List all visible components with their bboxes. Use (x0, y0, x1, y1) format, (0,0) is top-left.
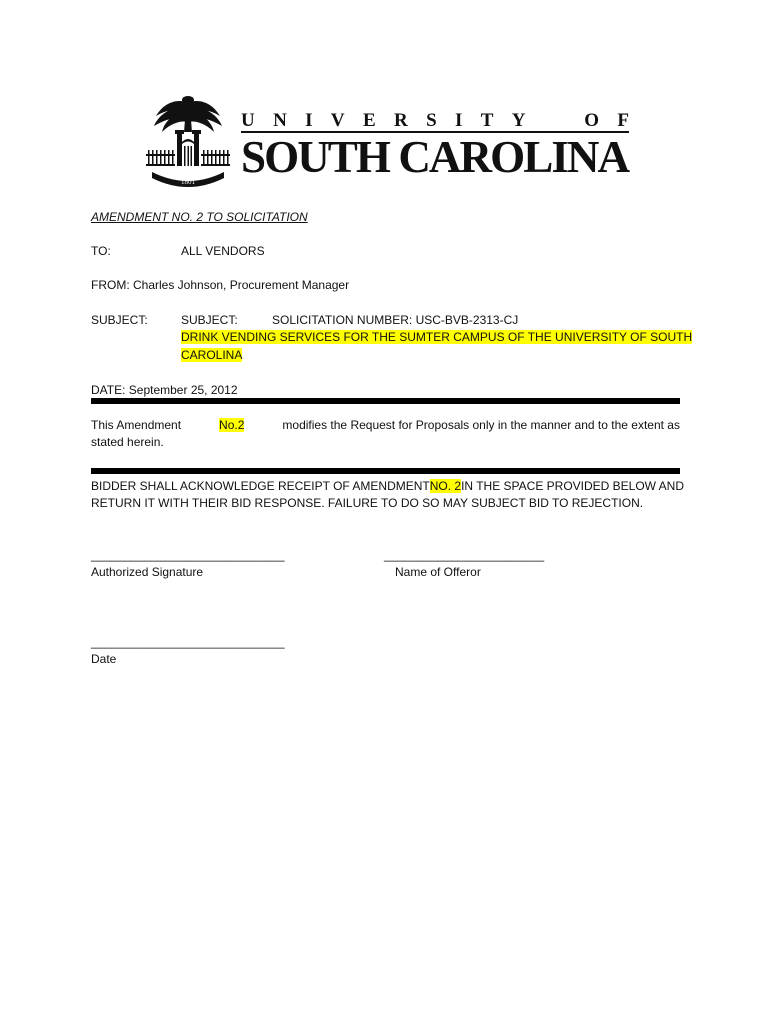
divider-rule (91, 468, 680, 474)
solicitation-number: SOLICITATION NUMBER: USC-BVB-2313-CJ (272, 313, 519, 327)
wordmark-university-of (241, 110, 629, 132)
date-line: DATE: September 25, 2012 (91, 383, 238, 397)
signature-blank-line[interactable]: _____________________________ (91, 548, 285, 562)
amendment-text-post: modifies the Request for Proposals only in the manner and to the extent as (282, 418, 680, 432)
wordmark-letter: S (426, 110, 437, 131)
date-label: Date (91, 652, 117, 666)
amendment-paragraph-line2: stated herein. (91, 435, 164, 449)
wordmark-letter: T (480, 110, 494, 131)
wordmark-letter: I (305, 110, 313, 131)
offeror-label: Name of Offeror (395, 565, 481, 579)
wordmark-south-carolina: SOUTH CAROLINA (241, 131, 629, 182)
to-value: ALL VENDORS (181, 244, 265, 258)
divider-rule (91, 398, 680, 404)
seal-year: 1801 (181, 178, 195, 186)
wordmark-letter: F (617, 110, 629, 131)
offeror-blank-line[interactable]: ________________________ (384, 548, 545, 562)
acknowledge-line2: RETURN IT WITH THEIR BID RESPONSE. FAILURE TO DO SO MAY SUBJECT BID TO REJECTION. (91, 496, 644, 510)
amendment-paragraph-line1 (91, 418, 680, 432)
amendment-heading: AMENDMENT NO. 2 TO SOLICITATION (91, 210, 308, 224)
acknowledge-text-pre: BIDDER SHALL ACKNOWLEDGE RECEIPT OF AMENDMENT (91, 479, 430, 493)
wordmark-letter: V (330, 110, 345, 131)
wordmark-letter: Y (511, 110, 526, 131)
amendment-text-pre: This Amendment (91, 418, 182, 432)
wordmark-letter: I (455, 110, 463, 131)
university-seal-logo (142, 92, 234, 190)
wordmark-letter: R (394, 110, 408, 131)
subject-inner-label: SUBJECT: (181, 313, 238, 327)
signature-label: Authorized Signature (91, 565, 204, 579)
from-line: FROM: Charles Johnson, Procurement Manager (91, 278, 350, 292)
to-label: TO: (91, 244, 111, 258)
wordmark-letter: O (584, 110, 599, 131)
wordmark-letter: N (273, 110, 287, 131)
subject-label: SUBJECT: (91, 313, 148, 327)
wordmark-letter: E (362, 110, 376, 131)
acknowledge-text-post: IN THE SPACE PROVIDED BELOW AND (461, 479, 685, 493)
date-blank-line[interactable]: _____________________________ (91, 635, 285, 649)
amendment-number-highlight: No.2 (219, 418, 245, 432)
subject-title-line1: DRINK VENDING SERVICES FOR THE SUMTER CAMPUS OF THE UNIVERSITY OF SOUTH (181, 330, 693, 344)
acknowledge-number-highlight: NO. 2 (429, 479, 462, 493)
subject-title-line2: CAROLINA (181, 348, 243, 362)
acknowledge-line1 (91, 479, 685, 493)
wordmark-letter: U (241, 110, 255, 131)
